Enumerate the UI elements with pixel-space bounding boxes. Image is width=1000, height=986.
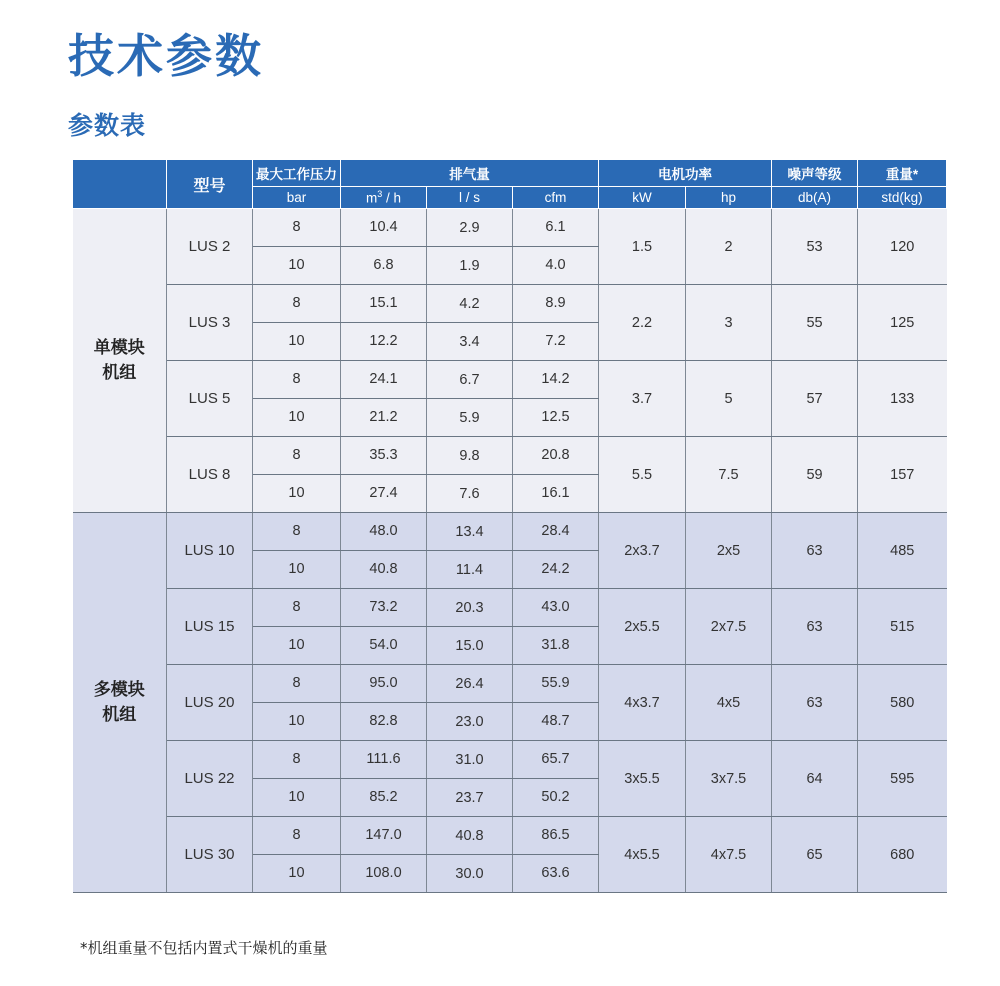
pressure-cell: 8	[253, 437, 341, 475]
noise-cell: 63	[772, 513, 858, 589]
pressure-cell: 10	[253, 627, 341, 665]
flow-ls-cell: 31.0	[427, 741, 513, 779]
flow-ls-cell: 23.0	[427, 703, 513, 741]
pressure-cell: 8	[253, 361, 341, 399]
weight-cell: 125	[858, 285, 947, 361]
model-name: LUS 30	[167, 817, 253, 893]
flow-ls-cell: 2.9	[427, 209, 513, 247]
flow-ls-cell: 1.9	[427, 247, 513, 285]
flow-ls-cell: 20.3	[427, 589, 513, 627]
flow-m3h-cell: 54.0	[341, 627, 427, 665]
flow-m3h-cell: 147.0	[341, 817, 427, 855]
flow-m3h-cell: 21.2	[341, 399, 427, 437]
power-hp-cell: 2	[686, 209, 772, 285]
model-name: LUS 22	[167, 741, 253, 817]
weight-cell: 595	[858, 741, 947, 817]
flow-cfm-cell: 12.5	[513, 399, 599, 437]
power-hp-cell: 2x5	[686, 513, 772, 589]
weight-cell: 485	[858, 513, 947, 589]
pressure-cell: 8	[253, 665, 341, 703]
power-hp-cell: 4x7.5	[686, 817, 772, 893]
flow-m3h-cell: 82.8	[341, 703, 427, 741]
model-name: LUS 20	[167, 665, 253, 741]
flow-m3h-cell: 73.2	[341, 589, 427, 627]
power-kw-cell: 2x3.7	[599, 513, 686, 589]
pressure-cell: 8	[253, 513, 341, 551]
header-group-blank	[73, 160, 167, 209]
table-row	[73, 513, 947, 551]
flow-cfm-cell: 63.6	[513, 855, 599, 893]
power-kw-cell: 1.5	[599, 209, 686, 285]
footnote: *机组重量不包括内置式干燥机的重量	[80, 939, 328, 957]
noise-cell: 53	[772, 209, 858, 285]
header-motor: 电机功率	[599, 160, 772, 187]
flow-ls-cell: 5.9	[427, 399, 513, 437]
power-kw-cell: 4x5.5	[599, 817, 686, 893]
header-flow: 排气量	[341, 160, 599, 187]
group-label-line: 单模块	[93, 337, 145, 358]
flow-m3h-cell: 111.6	[341, 741, 427, 779]
power-hp-cell: 3	[686, 285, 772, 361]
table-row	[73, 817, 947, 855]
table-row	[73, 209, 947, 247]
pressure-cell: 8	[253, 741, 341, 779]
flow-m3h-cell: 10.4	[341, 209, 427, 247]
flow-ls-cell: 15.0	[427, 627, 513, 665]
pressure-cell: 10	[253, 779, 341, 817]
unit-m3h-base: m	[365, 190, 378, 206]
flow-cfm-cell: 20.8	[513, 437, 599, 475]
section-subtitle: 参数表	[68, 111, 147, 140]
model-name: LUS 8	[167, 437, 253, 513]
flow-m3h-cell: 27.4	[341, 475, 427, 513]
unit-hp: hp	[686, 187, 772, 209]
flow-m3h-cell: 40.8	[341, 551, 427, 589]
flow-ls-cell: 4.2	[427, 285, 513, 323]
unit-m3h	[341, 187, 427, 209]
flow-cfm-cell: 14.2	[513, 361, 599, 399]
model-name: LUS 3	[167, 285, 253, 361]
noise-cell: 63	[772, 665, 858, 741]
flow-cfm-cell: 4.0	[513, 247, 599, 285]
flow-ls-cell: 11.4	[427, 551, 513, 589]
header-model: 型号	[167, 160, 253, 209]
power-hp-cell: 7.5	[686, 437, 772, 513]
weight-cell: 680	[858, 817, 947, 893]
flow-m3h-cell: 95.0	[341, 665, 427, 703]
flow-cfm-cell: 6.1	[513, 209, 599, 247]
power-hp-cell: 5	[686, 361, 772, 437]
table-row	[73, 361, 947, 399]
pressure-cell: 10	[253, 323, 341, 361]
group-1	[73, 209, 947, 513]
weight-cell: 120	[858, 209, 947, 285]
model-name: LUS 2	[167, 209, 253, 285]
unit-bar: bar	[253, 187, 341, 209]
flow-ls-cell: 40.8	[427, 817, 513, 855]
unit-cfm: cfm	[513, 187, 599, 209]
flow-m3h-cell: 35.3	[341, 437, 427, 475]
flow-m3h-cell: 48.0	[341, 513, 427, 551]
flow-cfm-cell: 16.1	[513, 475, 599, 513]
noise-cell: 63	[772, 589, 858, 665]
header-noise: 噪声等级	[772, 160, 858, 187]
pressure-cell: 8	[253, 285, 341, 323]
table-row	[73, 589, 947, 627]
flow-cfm-cell: 55.9	[513, 665, 599, 703]
flow-ls-cell: 7.6	[427, 475, 513, 513]
flow-cfm-cell: 28.4	[513, 513, 599, 551]
pressure-cell: 10	[253, 703, 341, 741]
power-kw-cell: 4x3.7	[599, 665, 686, 741]
flow-m3h-cell: 108.0	[341, 855, 427, 893]
model-name: LUS 15	[167, 589, 253, 665]
flow-cfm-cell: 48.7	[513, 703, 599, 741]
flow-cfm-cell: 24.2	[513, 551, 599, 589]
table-row	[73, 285, 947, 323]
pressure-cell: 10	[253, 551, 341, 589]
flow-cfm-cell: 86.5	[513, 817, 599, 855]
noise-cell: 65	[772, 817, 858, 893]
power-hp-cell: 3x7.5	[686, 741, 772, 817]
flow-ls-cell: 23.7	[427, 779, 513, 817]
unit-m3h-sup: 3	[377, 189, 383, 200]
noise-cell: 57	[772, 361, 858, 437]
weight-cell: 515	[858, 589, 947, 665]
flow-m3h-cell: 15.1	[341, 285, 427, 323]
flow-m3h-cell: 6.8	[341, 247, 427, 285]
group-label	[73, 513, 167, 893]
flow-cfm-cell: 8.9	[513, 285, 599, 323]
flow-cfm-cell: 43.0	[513, 589, 599, 627]
flow-m3h-cell: 12.2	[341, 323, 427, 361]
unit-ls: l / s	[427, 187, 513, 209]
unit-weight: std(kg)	[858, 187, 947, 209]
pressure-cell: 10	[253, 399, 341, 437]
flow-ls-cell: 9.8	[427, 437, 513, 475]
weight-cell: 133	[858, 361, 947, 437]
power-kw-cell: 2x5.5	[599, 589, 686, 665]
noise-cell: 55	[772, 285, 858, 361]
group-label-line: 多模块	[93, 679, 145, 700]
power-kw-cell: 3.7	[599, 361, 686, 437]
noise-cell: 64	[772, 741, 858, 817]
group-label-line: 机组	[102, 704, 137, 725]
power-hp-cell: 4x5	[686, 665, 772, 741]
flow-m3h-cell: 24.1	[341, 361, 427, 399]
flow-cfm-cell: 65.7	[513, 741, 599, 779]
noise-cell: 59	[772, 437, 858, 513]
table-row	[73, 741, 947, 779]
header-pressure: 最大工作压力	[253, 160, 341, 187]
group-2	[73, 513, 947, 893]
pressure-cell: 10	[253, 855, 341, 893]
pressure-cell: 8	[253, 817, 341, 855]
spec-table	[72, 159, 947, 893]
pressure-cell: 10	[253, 247, 341, 285]
flow-ls-cell: 26.4	[427, 665, 513, 703]
flow-ls-cell: 6.7	[427, 361, 513, 399]
power-hp-cell: 2x7.5	[686, 589, 772, 665]
model-name: LUS 5	[167, 361, 253, 437]
unit-db: db(A)	[772, 187, 858, 209]
table-header	[73, 160, 947, 209]
table-row	[73, 437, 947, 475]
flow-ls-cell: 30.0	[427, 855, 513, 893]
power-kw-cell: 2.2	[599, 285, 686, 361]
power-kw-cell: 3x5.5	[599, 741, 686, 817]
power-kw-cell: 5.5	[599, 437, 686, 513]
flow-ls-cell: 13.4	[427, 513, 513, 551]
weight-cell: 580	[858, 665, 947, 741]
unit-kw: kW	[599, 187, 686, 209]
page-title: 技术参数	[68, 29, 264, 83]
group-label	[73, 209, 167, 513]
pressure-cell: 8	[253, 209, 341, 247]
model-name: LUS 10	[167, 513, 253, 589]
flow-ls-cell: 3.4	[427, 323, 513, 361]
header-weight: 重量*	[858, 160, 947, 187]
weight-cell: 157	[858, 437, 947, 513]
table-row	[73, 665, 947, 703]
pressure-cell: 10	[253, 475, 341, 513]
pressure-cell: 8	[253, 589, 341, 627]
group-label-line: 机组	[102, 362, 137, 383]
flow-cfm-cell: 31.8	[513, 627, 599, 665]
flow-cfm-cell: 7.2	[513, 323, 599, 361]
unit-m3h-tail: / h	[382, 190, 402, 206]
flow-cfm-cell: 50.2	[513, 779, 599, 817]
flow-m3h-cell: 85.2	[341, 779, 427, 817]
